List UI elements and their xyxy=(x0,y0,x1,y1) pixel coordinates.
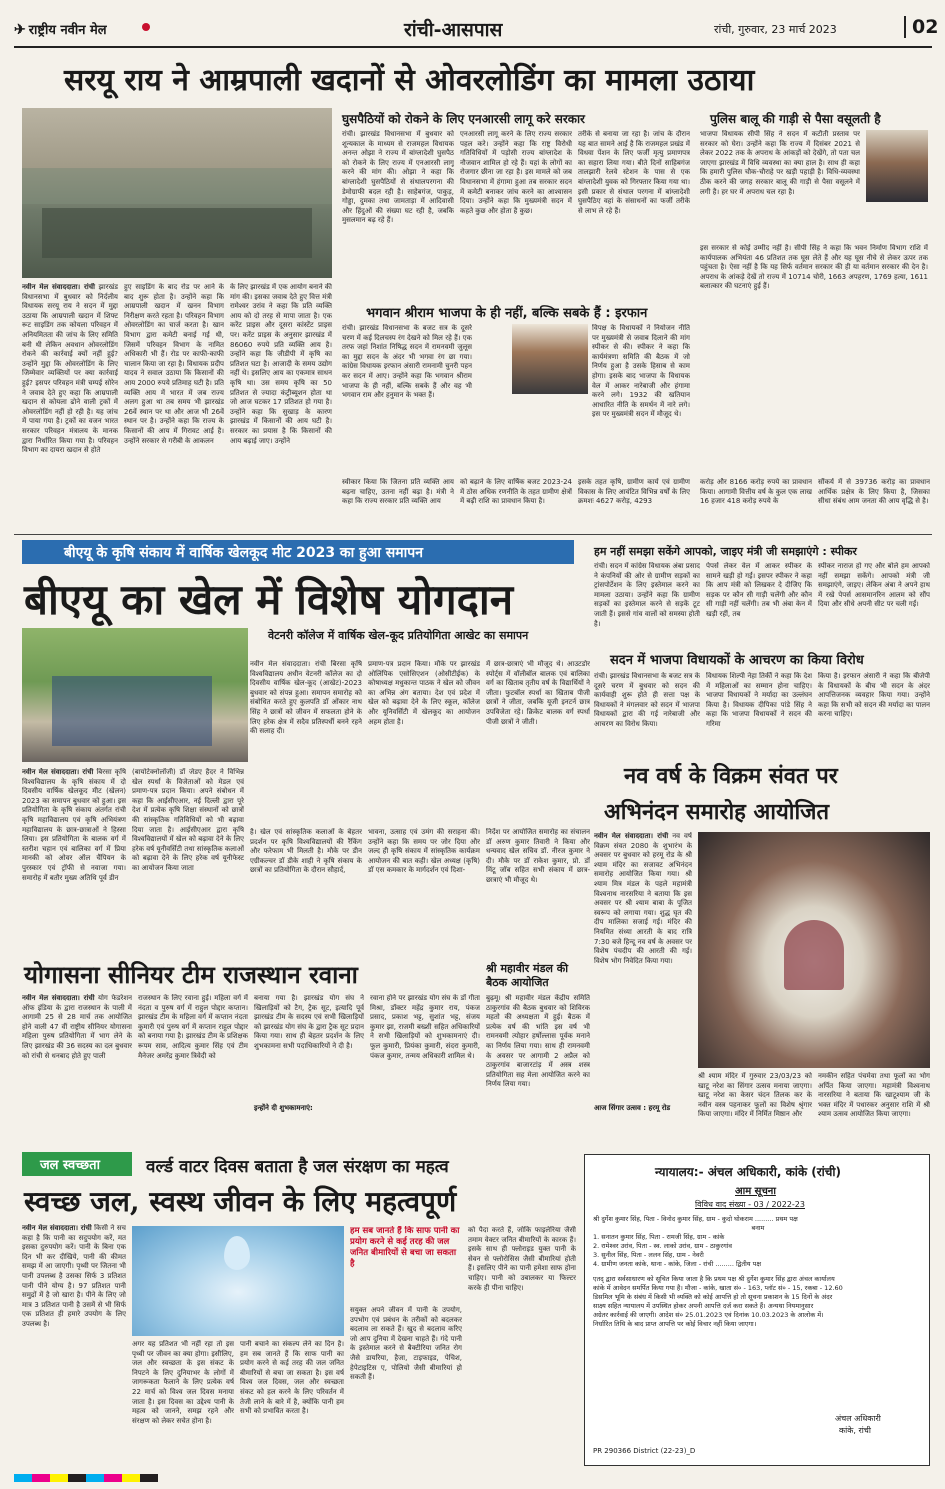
story1-text5: एनआरसी लागू करने के लिए राज्य सरकार पहल करे। उन्होंने कहा कि राष्ट्र विरोधी गतिविधियों में पड़ोसी राज्य बांग्लादेश के नौजवान शामिल हो रहे हैं। यहां के लोगों का रोजगार छीना जा रहा है। इस मामले को जब विधानसभा में हंगामा हुआ तब सरकार सदन में कमेटी बनाकर जांच करने का आश्वासन दिया। उन्होंने कहा कि मुख्यमंत्री सदन में कहते कुछ और होता है कुछ। xyxy=(460,130,572,215)
story3-text2: राजस्थान के लिए रवाना हुई। महिला वर्ग में नंदता व पुरुष वर्ग में राहुल पोद्दार कप्तान। झारखंड टीम के महिला वर्ग में कप्तान नंदता कुमारी एवं पुरुष वर्ग में कप्तान राहुल पोद्दार को बनाया गया है। झारखंड टीम के प्रशिक्षक रूपम साव, आदित्य कुमार सिंह एवं टीम मैनेजर अमरेंद्र कुमार त्रिवेदी को xyxy=(138,994,248,1060)
notice-line: 2. रामेश्वर उरांव, पिता - स्व. लाको उरांव, ग्राम - ठाकुरगांव xyxy=(593,1242,733,1250)
story7-text4: सयुक्त अपने जीवन में पानी के उपयोग, उपभोग एवं प्रबंधन के तरीकों को बदलकर बदलाव ला सकते हैं। खुद से बदलाव करिए जो आप दुनिया में देखना चाहते हैं। गंदे पानी के इस्तेमाल करने से बैक्टीरिया जनित रोग जैसे डायरिया, हैजा, टाइफाइड, पेचिश, हेपेटाइटिस ए, पोलियो जैसी बीमारियां हो सकती हैं। xyxy=(350,1306,462,1382)
story6-text1: नव वर्ष विक्रम संवत 2080 के शुभारंभ के अवसर पर बुधवार को हरमू रोड के श्री श्याम मंदिर का सजावट अभिनंदन समारोह आयोजित किया गया। श्री श्याम मित्र मंडल के पहले महामंत्री विश्वनाथ नारसरिया ने बताया कि इस अवसर पर श्री श्याम बाबा के पूजित स्वरूप को लगाया गया। शुद्ध घृत की दीप मालिका सजाई गई। मंदिर की नियमित संध्या आरती के बाद रात्रि 7:30 बजे हिन्दू नव वर्ष के अवसर पर विशेष पंचदीप की आरती की गई। विशेष भोग निवेदित किया गया। xyxy=(594,832,692,965)
story7-text5: को पैदा करते हैं, जोकि फाइलेरिया जैसी तमाम वेक्टर जनित बीमारियों के कारक हैं। इसके साथ ही फ्लोराइड युक्त पानी के सेवन से फ्लोरोसिस जैसी बीमारियां होती हैं। इसलिए पीने का पानी हमेशा साफ होना चाहिए। पानी को उबालकर या फिल्टर करके ही पीना चाहिए। xyxy=(468,1226,576,1292)
story2-text6: भावना, उत्साह एवं उमंग की सराहना की। उन्होंने कहा कि समय पर जोर दिया और जल्द ही कृषि संकाय में सांस्कृतिक कार्यक्रम आयोजन की बात कही। खेल अध्यक्ष (कृषि) डॉ एस कमकार के मार्गदर्शन एवं दिशा- xyxy=(368,828,480,875)
photo-members xyxy=(42,208,312,258)
notice-pr: PR 290366 District (22-23)_D xyxy=(593,1447,696,1455)
dateline: रांची, गुरुवार, 23 मार्च 2023 xyxy=(714,23,837,36)
bird-icon: ✈ xyxy=(14,22,26,38)
story3-headline: योगासना सीनियर टीम राजस्थान रवाना xyxy=(24,960,358,989)
masthead xyxy=(14,14,939,48)
cyan-swatch xyxy=(86,1474,104,1482)
story7-col1 xyxy=(22,1224,126,1464)
public-notice xyxy=(584,1154,930,1466)
story1-text14: करोड़ और 8166 करोड़ रुपये का प्रावधान किया। आगामी वित्तीय वर्ष के कुल एक लाख 16 हजार 418 करोड़ रुपये के xyxy=(700,478,812,506)
story7-byline: नवीन मेल संवाददाता। रांची xyxy=(22,1224,92,1232)
page-number: 02 xyxy=(904,16,938,38)
black-swatch xyxy=(68,1474,86,1482)
story7-band: वर्ल्ड वाटर दिवस बताता है जल संरक्षण का महत्व xyxy=(146,1157,449,1177)
story2-text7: में छात्र-छात्राएं भी मौजूद थे। आउटडोर स्पोर्ट्स में वॉलीबॉल बालक एवं बालिका वर्ग का खिताब तृतीय वर्ष के विद्यार्थियों ने जीता। फुटबॉल स्पर्धा का खिताब पीजी छात्रों ने जीता, जबकि यूजी इनटर्न छात्र उपविजेता रहे। क्रिकेट बालक वर्ग स्पर्धा पीजी छात्रों ने जीती। xyxy=(486,660,590,726)
notice-office: न्यायालय:- अंचल अधिकारी, कांके (रांची) xyxy=(655,1165,841,1179)
notice-line: कांके में आवेदन समर्पित किया गया है। मौजा - कांके, खाता सं० - 163, प्लॉट सं० - 15, रकबा - 12.60 xyxy=(593,1284,843,1292)
story4-text1: रांची। सदन में कांग्रेस विधायक अंबा प्रसाद ने कंपनियों की ओर से ग्रामीण सड़कों का ट्रांसपोर्टेशन के लिए इस्तेमाल करने का मामला उठाया। उन्होंने कहा कि ग्रामीण सड़कों का इस्तेमाल करने से सड़कें टूट जाती हैं। इससे गांव वालों को समस्या होती है। xyxy=(594,562,700,628)
story7-text3: पानी बचाने का संकल्प लेने का दिन है। हम सब जानते हैं कि साफ पानी का प्रयोग करने से कई तरह की जल जनित बीमारियों से बचा जा सकता है। इस वर्ष विश्व जल दिवस, जल और स्वच्छता संकट को हल करने के लिए परिवर्तन में तेजी लाने के बारे में है, क्योंकि पानी हम सभी को प्रभावित करता है। xyxy=(240,1340,344,1416)
story1-text6: तरीके से बनाया जा रहा है। जांच के दौरान यह बात सामने आई है कि राजमहल प्रखंड में विधवा पेंशन के लिए फर्जी मृत्यु प्रमाणपत्र का सहारा लिया गया। बीते दिनों साहिबगंज तालझारी रेलवे स्टेशन के पास से एक बांग्लादेशी युवक को गिरफ्तार किया गया था। इसी प्रकार से संथाल परगना में बांग्लादेशी घुसपैठिए वहां के संसाधनों का फर्जी तरीके से लाभ ले रहे हैं। xyxy=(578,130,690,215)
story7-quote: हम सब जानते हैं कि साफ पानी का प्रयोग करने से कई तरह की जल जनित बीमारियों से बचा जा सकता है xyxy=(350,1226,460,1269)
story6-headline-line1: नव वर्ष के विक्रम संवत पर xyxy=(624,763,838,789)
notice-line: श्री दुर्गेश कुमार सिंह, पिता - विनोद कुमार सिंह, ग्राम - कुदो घोकराम ......... प्रथम पक्ष xyxy=(593,1215,798,1223)
yellow-swatch xyxy=(122,1474,140,1482)
notice-title: आम सूचना xyxy=(735,1186,776,1197)
notice-signature: अंचल अधिकारी xyxy=(835,1414,881,1423)
story1-text12: को बढ़ाने के लिए वार्षिक बजट 2023-24 में ठोस अधिक रणनीति के तहत ग्रामीण क्षेत्रों में बढ़ी राशि का प्रावधान किया है। xyxy=(460,478,572,506)
story2-col1 xyxy=(22,768,126,948)
logo-text: राष्ट्रीय नवीन मेल xyxy=(28,23,107,38)
story1-text8: इस सरकार से कोई उम्मीद नहीं है। सीपी सिंह ने कहा कि भवन निर्माण विभाग राशि में कार्यपालक अभियंता 46 प्रतिशत तक घूस लेते हैं और यह घूस नीचे से लेकर ऊपर तक पहुंचता है। ऐसा नहीं है कि यह सिर्फ वर्तमान सरकार की ही या वर्तमान सरकार की देन है। अपराध के आंकड़े देखें तो राज्य में 10714 चोरी, 1663 अपहरण, 1769 हत्या, 1611 बलात्कार की घटनाएं हुई हैं। xyxy=(700,244,928,291)
story3-col1 xyxy=(22,994,132,1114)
story1-byline: नवीन मेल संवाददाता। रांची xyxy=(22,283,95,291)
story7-tag: जल स्वच्छता xyxy=(22,1152,132,1176)
story3-text3: बनाया गया है। झारखंड योग संघ ने खिलाड़ियों को टैग, ट्रैक सूट, इत्यादि पूर्व झारखंड टीम के सदस्य एवं सभी खिलाड़ियों को झारखंड योग संघ के द्वारा ट्रैक सूट प्रदान किया गया। साथ ही बेहतर प्रदर्शन के लिए शुभकामना सभी पदाधिकारियों ने दी है। xyxy=(254,994,364,1050)
black-swatch xyxy=(140,1474,158,1482)
story7-text2: अगर यह प्रतिशत भी नहीं रहा तो इस पृथ्वी पर जीवन का क्या होगा। इसीलिए, जल और स्वच्छता के इस संकट के निपटने के लिए दुनियाभर के लोगों में जागरूकता फैलाने के लिए प्रत्येक वर्ष 22 मार्च को विश्व जल दिवस मनाया जाता है। इस दिवस का उद्देश्य पानी के महत्व को जानने, समझ रहने और संरक्षण को लेकर सचेत होना है। xyxy=(132,1340,234,1425)
story2-headline: बीएयू का खेल में विशेष योगदान xyxy=(24,575,514,624)
story6-caption2: नमकीन सहित पंचमेवा तथा फूलों का भोग अर्पित किया जाएगा। महामंत्री विश्वनाथ नारसरिया ने बताया कि खाटूश्याम जी के भक्त मंदिर में पधारकर अनुसार राशि में श्री श्याम उत्सव आयोजित किया जाएगा। xyxy=(818,1072,930,1119)
color-registration-bar xyxy=(14,1474,158,1482)
story5-text3: किया है। इरफान अंसारी ने कहा कि बीजेपी के विधायकों के बीच भी सदन के अंदर आपत्तिजनक व्यवहार किया गया। उन्होंने कहा कि सभी को सदन की मर्यादा का पालन करना चाहिए। xyxy=(818,672,930,719)
story3-sub: श्री महावीर मंडल की बैठक आयोजित xyxy=(486,962,569,989)
magenta-swatch xyxy=(32,1474,50,1482)
story6-byline: नवीन मेल संवाददाता। रांची xyxy=(594,832,669,840)
yellow-swatch xyxy=(50,1474,68,1482)
notice-line: 4. ग्रामीण जनता कांके, थाना - कांके, जिला - रांची ......... द्वितीय पक्ष xyxy=(593,1260,761,1268)
story6-caption: श्री श्याम मंदिर में गुरुवार 23/03/23 को खाटू नरेश का सिंगार उत्सव मनाया जाएगा। खाटू नरेश का केसर चंदन तिलक कर के नवीन वस्त्र पहनाकर फूलों का विशेष श्रृंगार किया जाएगा। मंदिर में निर्मित मिष्ठान और xyxy=(698,1072,812,1119)
story2-text8: निर्देश पर आयोजित समारोह का संचालन डॉ अरुण कुमार तिवारी ने किया और धन्यवाद खेल सचिव डॉ. नीरज कुमार ने दी। मौके पर डॉ राकेश कुमार, प्रो. डॉ मिंटू जॉब सहित सभी संकाय में छात्र-छात्राएं भी मौजूद थे। xyxy=(486,828,590,884)
story1-text15: सौंकर्य में से 39736 करोड़ का प्रावधान आर्थिक प्रक्षेत्र के लिए किया है, जिसका सीधा संबंध आम जनता की आय वृद्धि से है। xyxy=(818,478,930,506)
notice-body xyxy=(593,1215,923,1329)
story5-text1: रांची। झारखंड विधानसभा के बजट सत्र के दूसरे चरण में बुधवार को सदन की कार्यवाही शुरू होते ही सत्ता पक्ष के विधायकों ने मंगलवार को सदन में भाजपा विधायकों द्वारा की गई नारेबाजी और आचरण का विरोध किया। xyxy=(594,672,700,728)
story2-text3: नवीन मेल संवाददाता। रांची बिरसा कृषि विश्वविद्यालय अधीन वेटनरी कॉलेज का दो दिवसीय वार्षिक खेल-कूद (आखेट)-2023 बुधवार को संपन्न हुआ। समापन समारोह को संबोधित करते हुए कुलपति डॉ ओंकार नाथ सिंह ने छात्रों को जीवन में सफलता होने के लिए हरेक क्षेत्र में सदैव प्रतिस्पर्धी बनने रहने की सलाह दी। xyxy=(250,660,362,736)
story3-credit: इन्होंने दी शुभकामनाएं: xyxy=(254,1104,313,1112)
registration-dot-icon xyxy=(142,23,150,31)
story1-headline: सरयू राय ने आम्रपाली खदानों से ओवरलोडिंग का मामला उठाया xyxy=(64,63,755,98)
story4-text2: पेपर्स लेकर वेल में आकर स्पीकर के सामने खड़ी हो गईं। इसपर स्पीकर ने कहा कि आप मंत्री को लिखकर दे दीजिए कि सड़क पर कौन सी गाड़ी चलेंगी और कौन सी गाड़ी नहीं चलेंगी। तब भी अंबा केन में खड़ी रहीं, तब xyxy=(706,562,812,618)
cp-singh-photo xyxy=(866,130,928,202)
story3-text4: रवाना होने पर झारखंड योग संघ के डॉ गीता मिश्रा, डॉक्टर महेंद्र कुमार राय, पंकज प्रसाद, प्रकाश भट्ट, सुशांत भट्ट, संजय कुमार झा, राजमी बख्शी सहित अधिकारियों ने सभी खिलाड़ियों को शुभकामनाएं दी। फूल कुमारी, प्रियंका कुमारी, संदरा कुमारी, पंकज कुमार, तन्मय अधिकारी शामिल थे। xyxy=(370,994,480,1060)
photo-benches xyxy=(22,168,332,204)
notice-line: निर्धारित तिथि के बाद प्राप्त आपत्ति पर कोई विचार नहीं किया जाएगा। xyxy=(593,1320,757,1328)
story2-text5: प्रमाण-पत्र प्रदान किया। मौके पर झारखंड ओलिंपिक एसोसिएशन (ओसीटीईक) के कोषाध्यक्ष मधुकान्त पाठक ने खेल को जीवन का अभिन्न अंग बताया। देश एवं प्रदेश में खेल को बढ़ावा देने के लिए स्कूल, कॉलेज और यूनिवर्सिटी में खेलकूद का आयोजन अहम होता है। xyxy=(368,660,480,726)
story7-text1: किसी ने सच कहा है कि पानी का सदुपयोग करें, मत इसका दुरुपयोग करें। पानी के बिना एक दिन भी कर दीखिये, पानी की कीमत समझ में आ जाएगी। पृथ्वी पर जितना भी पानी उपलब्ध है उसका सिर्फ 3 प्रतिशत पानी पीने योग्य है। 97 प्रतिशत पानी समुद्रों में है जो खारा है। पीने के लिए जो मात्र 3 प्रतिशत पानी है उसमें से भी सिर्फ एक प्रतिशत ही हमारे उपयोग के लिए उपलब्ध है। xyxy=(22,1224,126,1328)
story2-text2: (बायोटेक्नोलॉजी) डॉ जेडए हैदर ने विभिन्न खेल स्पर्धा के विजेताओं को मेडल एवं प्रमाण-पत्र प्रदान किया। अपने संबोधन में कहा कि आईसीएआर, नई दिल्ली द्वारा पूरे देश में प्रत्येक कृषि शिक्षा संस्थानों को छात्रों की सांस्कृतिक गतिविधियों को भी बढ़ावा दिया जाता है। आईसीएआर द्वारा कृषि विश्वविद्यालयों में खेल को बढ़ावा देने के लिए हरेक वर्ष यूनीवर्सिटी तथा सांस्कृतिक कलाओं को बढ़ावा देने के लिए हरेक वर्ष यूनीफेस्ट का आयोजन किया जाता xyxy=(132,768,244,872)
story1-text11: स्वीकार किया कि जितना प्रति व्यक्ति आय बढ़ना चाहिए, उतना नहीं बढ़ा है। मंत्री ने कहा कि राज्य सरकार प्रति व्यक्ति आय xyxy=(342,478,454,506)
notice-line: अग्रेतर कार्रवाई की जाएगी। आदेश सं० 25.01.2023 एवं दिनांक 10.03.2023 के आलोक में। xyxy=(593,1311,824,1319)
section-name: रांची-आसपास xyxy=(404,19,503,41)
story5-text2: विधायक शिल्पी नेहा तिर्की ने कहा कि देश में महिलाओं का सम्मान होना चाहिए। भाजपा विधायकों ने मर्यादा का उल्लंघन किया है। विधायक दीपिका पांडे सिंह ने कहा कि भाजपा विधायकों ने सदन की गरिमा xyxy=(706,672,812,728)
story1-text3: के लिए झारखंड में एक आयोग बनाने की मांग की। इसका जवाब देते हुए वित्त मंत्री रामेश्वर उरांव ने कहा कि प्रति व्यक्ति आय को दो तरह से मापा जाता है। एक करेंट प्राइस और दूसरा कांस्टेंट प्राइस पर। करेंट प्राइस के अनुसार झारखंड में 86060 रुपये प्रति व्यक्ति आय है। उन्होंने कहा कि जीडीपी में कृषि का प्रतिशत घटा है। आजादी के समय उद्योग नहीं थे। इसलिए आय का एकमात्र साधन कृषि था। उस समय कृषि का 50 प्रतिशत से ज्यादा कंट्रीब्यूशन होता था जो आज घटकर 17 प्रतिशत हो गया है। उन्होंने कहा कि सुखाड़ के कारण झारखंड में किसानों की आय घटी है। सरकार का प्रयास है कि किसानों की आय बढ़ाई जाए। उन्होंने xyxy=(230,283,332,445)
bau-sports-photo xyxy=(22,628,248,762)
story7-headline: स्वच्छ जल, स्वस्थ जीवन के लिए महत्वपूर्ण xyxy=(24,1185,457,1218)
divider xyxy=(14,534,932,535)
notice-line: बनाम xyxy=(751,1224,765,1232)
story3-text5: बुढ़मू। श्री महावीर मंडल केंद्रीय समिति ठाकुरगांव की बैठक बुधवार को शिविरक महतो की अध्यक्षता में हुई। बैठक में प्रत्येक वर्ष की भांति इस वर्ष भी रामनवमी त्योहार हर्षोल्लास पूर्वक मनाने का निर्णय लिया गया। साथ ही रामनवमी के अवसर पर आगामी 2 अप्रैल को ठाकुरगांव बाजारटांड़ में अस्त्र शस्त्र प्रतियोगिता सह मेला आयोजित करने का निर्णय लिया गया। xyxy=(486,994,590,1089)
story4-headline: हम नहीं समझा सकेंगे आपको, जाइए मंत्री जी समझाएंगे : स्पीकर xyxy=(594,545,857,558)
notice-line: एतद् द्वारा सर्वसाधारण को सूचित किया जाता है कि प्रथम पक्ष श्री दुर्गेश कुमार सिंह द्वारा अंचल कार्यालय xyxy=(593,1275,835,1283)
story6-col1 xyxy=(594,832,692,1100)
notice-line: डिसमिल भूमि के संबंध में किसी भी व्यक्ति को कोई आपत्ति हो तो सूचना प्रकाशन के 15 दिनों के अंदर xyxy=(593,1293,833,1301)
story2-byline: नवीन मेल संवाददाता। रांची xyxy=(22,768,94,776)
story2-band: बीएयू के कृषि संकाय में वार्षिक खेलकूद मीट 2023 का हुआ समापन xyxy=(22,540,574,564)
story1-text10: विपक्ष के विधायकों ने नियोजन नीति पर मुख्यमंत्री से जवाब दिलाने की मांग स्पीकर से की। स्पीकर ने कहा कि कार्यमंत्रणा समिति की बैठक में जो निर्णय हुआ है उसके हिसाब से काम होगा। इसके बाद भाजपा के विधायक वेल में आकर नारेबाजी और हंगामा करने लगे। 1932 की खतियान आधारित नीति के समर्थन में नारे लगे। इस पर मुख्यमंत्री सदन में मौजूद थे। xyxy=(592,324,690,419)
story1-sub1: घुसपैठियों को रोकने के लिए एनआरसी लागू करे सरकार xyxy=(342,112,585,126)
story1-text4: रांची। झारखंड विधानसभा में बुधवार को शून्यकाल के माध्यम से राजमहल विधायक अनन्त ओझा ने राज्य में बांग्लादेशी घुसपैठ को रोकने के लिए राज्य में एनआरसी लागू करने की मांग की। ओझा ने कहा कि बांग्लादेशी घुसपैठियों से संथालपरगना की डेमोग्राफी बदल रही है। साहेबगंज, पाकुड़, गोड्डा, दुमका तथा जामताड़ा में आदिवासी और हिंदुओं की संख्या घट रही है, जबकि मुसलमान बढ़ रहे हैं। xyxy=(342,130,454,225)
story2-sub: वेटनरी कॉलेज में वार्षिक खेल-कूद प्रतियोगिता आखेट का समापन xyxy=(268,629,529,642)
newspaper-logo xyxy=(14,20,107,38)
water-drop-photo xyxy=(132,1226,344,1336)
story4-text3: स्पीकर नाराज हो गए और बोले हम आपको नहीं समझा सकेंगे। आपको मंत्री जी समझाएंगे, जाइए। लेकिन अंबा ने अपने हाथ में रखे पेपर्स आसमानरिन आलम को सौंप दिया और सीधे अपनी सीट पर चली गईं। xyxy=(818,562,930,609)
shyam-temple-photo xyxy=(698,832,930,1068)
story1-sub3: भगवान श्रीराम भाजपा के ही नहीं, बल्कि सबके हैं : इरफान xyxy=(366,306,648,321)
story1-text13: इसके तहत कृषि, ग्रामीण कार्य एवं ग्रामीण विकास के लिए आवंटित विभिन्न वर्षों के लिए क्रमशः 4627 करोड़, 4293 xyxy=(578,478,690,506)
story1-text9: रांची। झारखंड विधानसभा के बजट सत्र के दूसरे चरण में कई दिलचस्प रंग देखने को मिल रहे हैं। एक तरफ जहां निशांत निषिद्ध सदन में रामनवमी जुलूस का मुद्दा सदन के अंदर भी भगवा रंग छा गया। कांग्रेस विधायक इरफान अंसारी रामनामी चुनरी पहन कर सदन में आए। उन्होंने कहा कि भगवान श्रीराम भाजपा के ही नहीं, बल्कि सबके हैं और वह भी भगवान राम और हनुमान के भक्त हैं। xyxy=(342,324,472,400)
story3-text1: योग फेडरेशन ऑफ इंडिया के द्वारा राजस्थान के पाली में आगामी 25 से 28 मार्च तक आयोजित होने वाली 47 वीं राष्ट्रीय सीनियर योगासना महिला पुरुष प्रतियोगिता में भाग लेने के लिए झारखंड की 36 सदस्य का दल बुधवार को रांची से धनबाद होते हुए पाली xyxy=(22,994,132,1060)
story1-text1: झारखंड विधानसभा में बुधवार को निर्दलीय विधायक सरयू राय ने सदन में मुद्दा उठाया कि आम्रपाली खदान में शिफ्ट रूट साइडिंग तक कोयला परिवहन में अनियमितता की जांच के लिए समिति बनी थी लेकिन अवधान ओवरलोडिंग रोकने की कार्रवाई क्यों नहीं हुई? उन्होंने मुद्दा कि ओवरलोडिंग के लिए जिम्मेवार व्यक्तियों पर क्या कार्रवाई हुई? इसपर परिवहन मंत्री चम्पई सोरेन ने जवाब देते हुए कहा कि आम्रपाली खदान से कोयला ढोने वाली ट्रकों में ओवरलोडिंग नहीं हो रही है। यह जांच में पाया गया है। ट्रकों का वजन भारत सरकार परिवहन मंत्रालय के मानक द्वारा निर्धारित किया गया है। परिवहन विभाग का दायरा खदान से होते xyxy=(22,283,118,455)
cyan-swatch xyxy=(14,1474,32,1482)
water-drop-icon xyxy=(224,1236,250,1270)
photo-deity xyxy=(784,920,844,990)
story1-text7: भाजपा विधायक सीपी सिंह ने सदन में कटौती प्रस्ताव पर सरकार को घेरा। उन्होंने कहा कि राज्य में दिसंबर 2021 से लेकर 2022 तक के अपराध के आंकड़ों को देखेंगे, तो पता चल जाएगा झारखंड में विधि व्यवस्था का क्या हाल है। साथ ही कहा कि हमारी पुलिस चौक-चौराहे पर खड़ी पहाड़ी है। विधि-व्यवस्था ठीक करने की जगह सरकार बालू की गाड़ी से पैसा वसूलने में लगी है। हर घर में अपराध चल रहा है। xyxy=(700,130,860,196)
story2-text4: है। खेल एवं सांस्कृतिक कलाओं के बेहतर प्रदर्शन पर कृषि विश्वविद्यालयों की रैंकिंग और फरेफाम भी मिलती है। मौके पर डीन एग्रीकल्चर डॉ डीके शाही ने कृषि संकाय के छात्रों का प्रतियोगिता के दौरान सौहार्द, xyxy=(250,828,362,875)
magenta-swatch xyxy=(104,1474,122,1482)
notice-case: विविध वाद संख्या - 03 / 2022-23 xyxy=(695,1200,805,1209)
notice-line: 1. सनातन कुमार सिंह, पिता - रामजी सिंह, ग्राम - कांके xyxy=(593,1233,725,1241)
story1-sub2: पुलिस बालू की गाड़ी से पैसा वसूलती है xyxy=(710,112,881,126)
notice-line: 3. सुनील सिंह, पिता - ललन सिंह, ग्राम - नेवरी xyxy=(593,1251,704,1259)
story5-headline: सदन में भाजपा विधायकों के आचरण का किया विरोध xyxy=(610,653,864,668)
photo-group xyxy=(52,676,212,746)
story1-text2: हुए साइडिंग के बाद रोड पर आने के बाद शुरू होता है। उन्होंने कहा कि आम्रपाली खदान में खनन विभाग निरीक्षण करते रहता है। परिवहन विभाग ओवरलोडिंग का चार्ज करता है। खान विभाग द्वारा कमेटी बनाई गई थी, जिसमें परिवहन विभाग के नामित अधिकारी भी हैं। रोड पर काफी-काफी चालान किया जा रहा है। विधायक प्रदीप यादव ने सवाल उठाया कि किसानों की आय 2000 रुपये प्रतिमाह घटी है। प्रति व्यक्ति आय में भारत में जब राज्य अलग हुआ था तब समय भी झारखंड 26वें स्थान पर था और आज भी 26वें स्थान पर है। उन्होंने कहा कि राज्य के किसानों की आय में गिरावट आई है। उन्होंने सरकार से गरीबी के आकलन xyxy=(124,283,224,445)
notice-signature2: कांके, रांची xyxy=(839,1426,871,1435)
story2-text1: बिरसा कृषि विश्वविद्यालय के कृषि संकाय में दो दिवसीय वार्षिक खेलकूद मीट (खेलन) 2023 का समापन बुधवार को हुआ। इस प्रतियोगिता के कृषि संकाय अंतर्गत रांची कृषि महाविद्यालय एवं कृषि अभियंत्रण महाविद्यालय के छात्र-छात्राओं ने हिस्सा लिया। इस प्रतियोगिता के बालक वर्ग में स्तरीश चहान एवं बालिका वर्ग में प्रिया मानकी को ओवर ऑल चैंपियन के पुरस्कार एवं ट्रॉफी से नवाजा गया। समारोह में बतौर मुख्य अतिथि पूर्व डीन xyxy=(22,768,126,882)
story6-headline-line2: अभिनंदन समारोह आयोजित xyxy=(604,799,830,825)
story6-caption3: आज सिंगार उत्सव : हरमू रोड xyxy=(594,1104,671,1112)
irfan-ansari-photo xyxy=(512,324,588,394)
assembly-photo xyxy=(22,108,332,278)
story1-col1 xyxy=(22,283,118,530)
notice-line: साक्ष्य सहित न्यायालय में उपस्थित होकर अपनी आपत्ति दर्ज करा सकते हैं। अन्यथा नियमानुसार xyxy=(593,1302,814,1310)
story3-byline: नवीन मेल संवाददाता। रांची xyxy=(22,994,95,1002)
